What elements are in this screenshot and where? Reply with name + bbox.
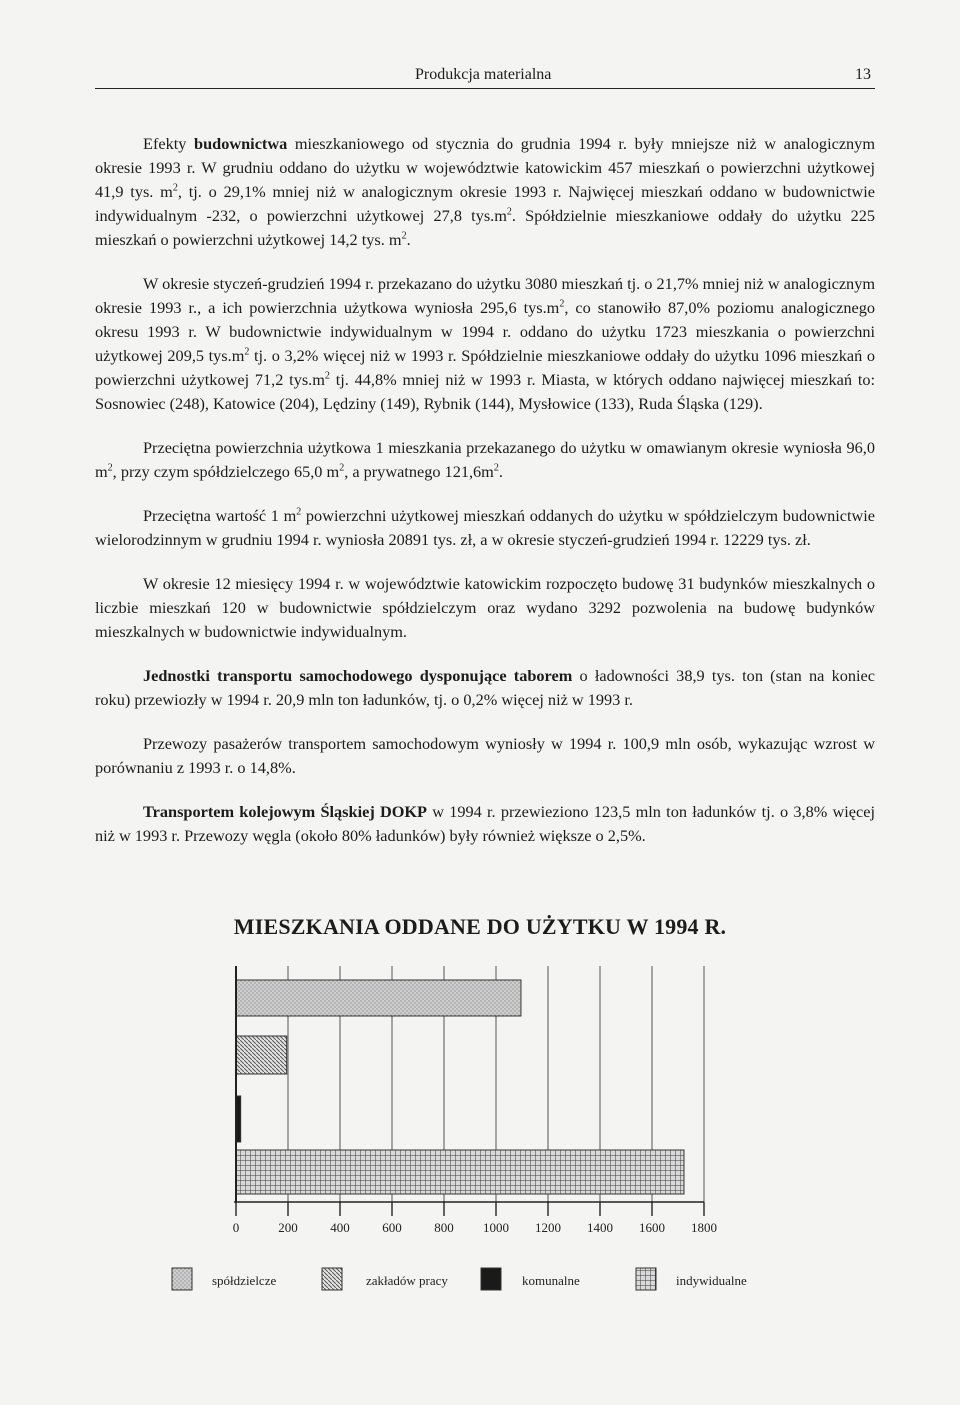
x-tick-label: 200: [278, 1220, 298, 1235]
paragraph-housing-december: Efekty budownictwa mieszkaniowego od stycznia do grudnia 1994 r. były mniejsze niż w analogicznym okresie 1993 r. W grudniu oddano do użytku w województwie katowickim 457 mieszkań o powierzchni użytkowej 41,9 tys. $m^2$, tj. o 29,1% mniej niż w analogicznym okresie 1993 r. Najwięcej mieszkań oddano w budownictwie indywidualnym -232, o powierzchni użytkowej 27,8 $tys.m^2$. Spółdzielnie mieszkaniowe oddały do użytku 225 mieszkań o powierzchni użytkowej 14,2 tys. $m^2$.: [95, 134, 876, 249]
paragraph-average-area: Przeciętna powierzchnia użytkowa 1 mieszkania przekazanego do użytku w omawianym okresie wyniosła 96,0 $m^2$, przy czym spółdzielczego 65,0 $m^2$, a prywatnego $121,6m^2$.: [95, 438, 875, 481]
paragraph-construction-started: W okresie 12 miesięcy 1994 r. w województwie katowickim rozpoczęto budowę 31 budynków mieszkalnych o liczbie mieszkań 120 w budownictwie spółdzielczym oraz wydano 3292 pozwolenia na budowę budynków mieszkalnych w budownictwie indywidualnym.: [95, 574, 875, 641]
paragraph-rail-freight: Transportem kolejowym Śląskiej DOKP w 1994 r. przewieziono 123,5 mln ton ładunków tj. o 3,8% więcej niż w 1993 r. Przewozy węgla (około 80% ładunków) były również większe o 2,5%.: [95, 802, 875, 845]
legend-swatch: [322, 1268, 342, 1290]
header-title: Produkcja materialna: [415, 66, 552, 83]
bar-3: [236, 1150, 684, 1194]
page-number: 13: [855, 66, 871, 83]
legend-label: zakładów pracy: [366, 1273, 448, 1288]
legend-label: spółdzielcze: [212, 1273, 277, 1288]
paragraph-road-passengers: Przewozy pasażerów transportem samochodowym wyniosły w 1994 r. 100,9 mln osób, wykazując wzrost w porównaniu z 1993 r. o 14,8%.: [95, 734, 875, 777]
x-tick-label: 1800: [691, 1220, 717, 1235]
legend-label: komunalne: [522, 1273, 580, 1288]
bar-1: [236, 1036, 287, 1074]
paragraph-average-value: Przeciętna wartość 1 $m^2$ powierzchni użytkowej mieszkań oddanych do użytku w spółdzielczym budownictwie wielorodzinnym w grudniu 1994 r. wyniosła 20891 tys. zł, a w okresie styczeń-grudzień 1994 r. 12229 tys. zł.: [95, 506, 875, 549]
bar-0: [236, 980, 521, 1016]
legend-label: indywidualne: [676, 1273, 747, 1288]
x-tick-label: 800: [434, 1220, 454, 1235]
paragraph-housing-year: W okresie styczeń-grudzień 1994 r. przekazano do użytku 3080 mieszkań tj. o 21,7% mniej niż w analogicznym okresie 1993 r., a ich powierzchnia użytkowa wyniosła 295,6 $tys.m^2$, co stanowiło 87,0% poziomu analogicznego okresu 1993 r. W budownictwie indywidualnym w 1994 r. oddano do użytku 1723 mieszkania o powierzchni użytkowej 209,5 $tys.m^2$ tj. o 3,2% więcej niż w 1993 r. Spółdzielnie mieszkaniowe oddały do użytku 1096 mieszkań o powierzchni użytkowej 71,2 $tys.m^2$ tj. 44,8% mniej niż w 1993 r. Miasta, w których oddano najwięcej mieszkań to: Sosnowiec (248), Katowice (204), Lędziny (149), Rybnik (144), Mysłowice (133), Ruda Śląska (129).: [95, 274, 876, 413]
x-tick-label: 600: [382, 1220, 402, 1235]
x-tick-label: 1600: [639, 1220, 665, 1235]
x-tick-label: 1200: [535, 1220, 561, 1235]
x-tick-label: 0: [232, 1220, 240, 1235]
paragraph-road-freight: Jednostki transportu samochodowego dysponujące taborem o ładowności 38,9 tys. ton (stan na koniec roku) przewiozły w 1994 r. 20,9 mln ton ładunków, tj. o 0,2% więcej niż w 1993 r.: [95, 666, 875, 709]
chart-title: MIESZKANIA ODDANE DO UŻYTKU W 1994 R.: [233, 914, 727, 939]
legend-swatch: [481, 1268, 501, 1290]
legend-swatch: [172, 1268, 192, 1290]
x-tick-label: 400: [330, 1220, 350, 1235]
x-tick-label: 1000: [483, 1220, 509, 1235]
legend-swatch: [636, 1268, 656, 1290]
x-tick-label: 1400: [587, 1220, 613, 1235]
